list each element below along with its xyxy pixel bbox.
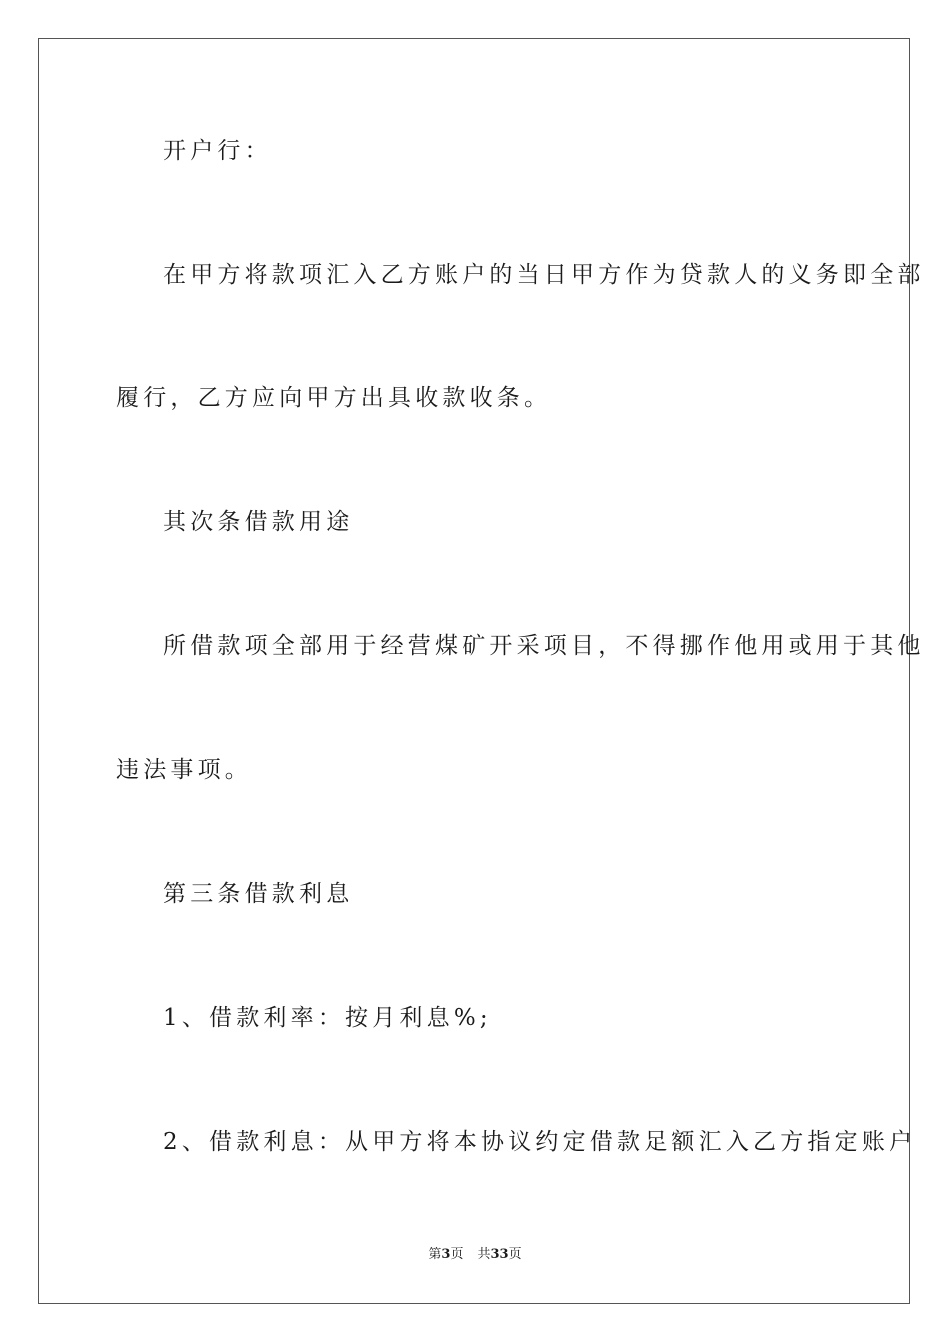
footer-page-unit: 页 (450, 1247, 464, 1262)
section-heading-loan-purpose: 其次条借款用途 (163, 509, 354, 535)
text-line-opening-bank: 开户行： (163, 138, 272, 164)
footer-total-prefix: 共 (477, 1247, 491, 1262)
footer-page-number: 3 (441, 1247, 451, 1262)
text-line-paragraph-1-start: 在甲方将款项汇入乙方账户的当日甲方作为贷款人的义务即全部 (163, 262, 925, 288)
text-line-paragraph-2-end: 违法事项。 (116, 757, 252, 783)
page-frame (38, 38, 910, 1304)
footer-total-unit: 页 (508, 1247, 522, 1262)
text-line-interest-calculation: 2、借款利息：从甲方将本协议约定借款足额汇入乙方指定账户 (163, 1129, 917, 1155)
section-heading-loan-interest: 第三条借款利息 (163, 881, 354, 907)
footer-page-prefix: 第 (428, 1247, 442, 1262)
text-line-paragraph-2-start: 所借款项全部用于经营煤矿开采项目，不得挪作他用或用于其他 (163, 633, 925, 659)
text-line-interest-rate: 1、借款利率：按月利息%; (163, 1005, 492, 1031)
text-line-paragraph-1-end: 履行，乙方应向甲方出具收款收条。 (116, 385, 552, 411)
footer-total-pages: 33 (490, 1247, 509, 1262)
page-footer (0, 1246, 950, 1264)
